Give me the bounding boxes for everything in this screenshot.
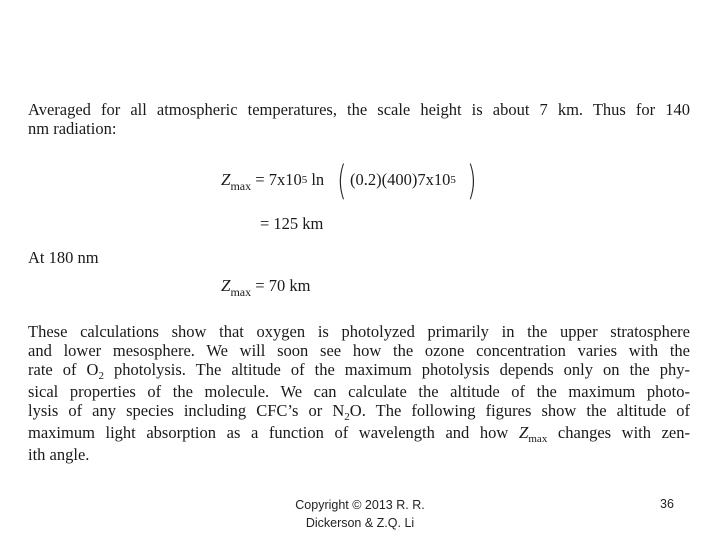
intro-paragraph — [28, 100, 690, 138]
body-line-6-a: maximum light absorption as a function of wavelength and how — [28, 423, 519, 442]
body-line-2: and lower mesosphere. We will soon see how the ozone concentration varies with the — [28, 341, 690, 360]
eq1-rhs-prefix: = 7x10 — [255, 170, 302, 189]
n2o-subscript: 2 — [344, 411, 350, 423]
o2-subscript: 2 — [98, 370, 104, 382]
copyright-line-1: Copyright © 2013 R. R. — [295, 498, 425, 512]
zmax-subscript: max — [528, 433, 548, 445]
equation-zmax-180nm — [221, 276, 311, 299]
eq1-ln: ln — [311, 170, 325, 189]
eq1-argument — [350, 170, 456, 190]
body-paragraph — [28, 322, 690, 464]
body-line-3-b: photolysis. The altitude of the maximum photolysis depends only on the phy- — [103, 360, 690, 379]
body-line-5 — [28, 401, 690, 423]
copyright-line-2: Dickerson & Z.Q. Li — [305, 516, 415, 530]
body-line-6-b: changes with zen- — [547, 423, 690, 442]
eq1-exponent: 5 — [301, 174, 308, 186]
eq1-variable: Z — [221, 170, 231, 189]
eq1-arg-exponent: 5 — [450, 174, 456, 186]
zmax-variable: Z — [518, 423, 529, 442]
eq3-subscript: max — [230, 285, 252, 299]
eq1-arg-body: (0.2)(400)7x10 — [350, 170, 451, 189]
body-line-6 — [28, 423, 690, 445]
body-line-5-b: O. The following figures show the altitude of — [349, 401, 690, 420]
eq3-result: = 70 km — [255, 276, 311, 295]
body-line-1: These calculations show that oxygen is photolyzed primarily in the upper stratosphere — [28, 322, 690, 341]
copyright-notice — [250, 496, 470, 532]
intro-line-1: Averaged for all atmospheric temperatures, the scale height is about 7 km. Thus for 140 — [28, 100, 690, 119]
eq3-variable: Z — [221, 276, 231, 295]
intro-line-2: nm radiation: — [28, 119, 117, 138]
body-line-4: sical properties of the molecule. We can calculate the altitude of the maximum photo- — [28, 382, 690, 401]
body-line-3 — [28, 360, 690, 382]
page-number: 36 — [660, 497, 674, 511]
right-big-paren-icon: ) — [467, 158, 477, 204]
at-180nm-label: At 180 nm — [28, 248, 99, 267]
left-big-paren-icon: ( — [337, 158, 347, 204]
eq1-subscript: max — [230, 179, 252, 193]
body-line-3-a: rate of O — [28, 360, 99, 379]
body-line-5-a: lysis of any species including CFC’s or N — [28, 401, 345, 420]
equation-zmax-140nm — [221, 170, 325, 193]
equation-result-125km: = 125 km — [260, 214, 324, 233]
body-line-7: ith angle. — [28, 445, 90, 464]
